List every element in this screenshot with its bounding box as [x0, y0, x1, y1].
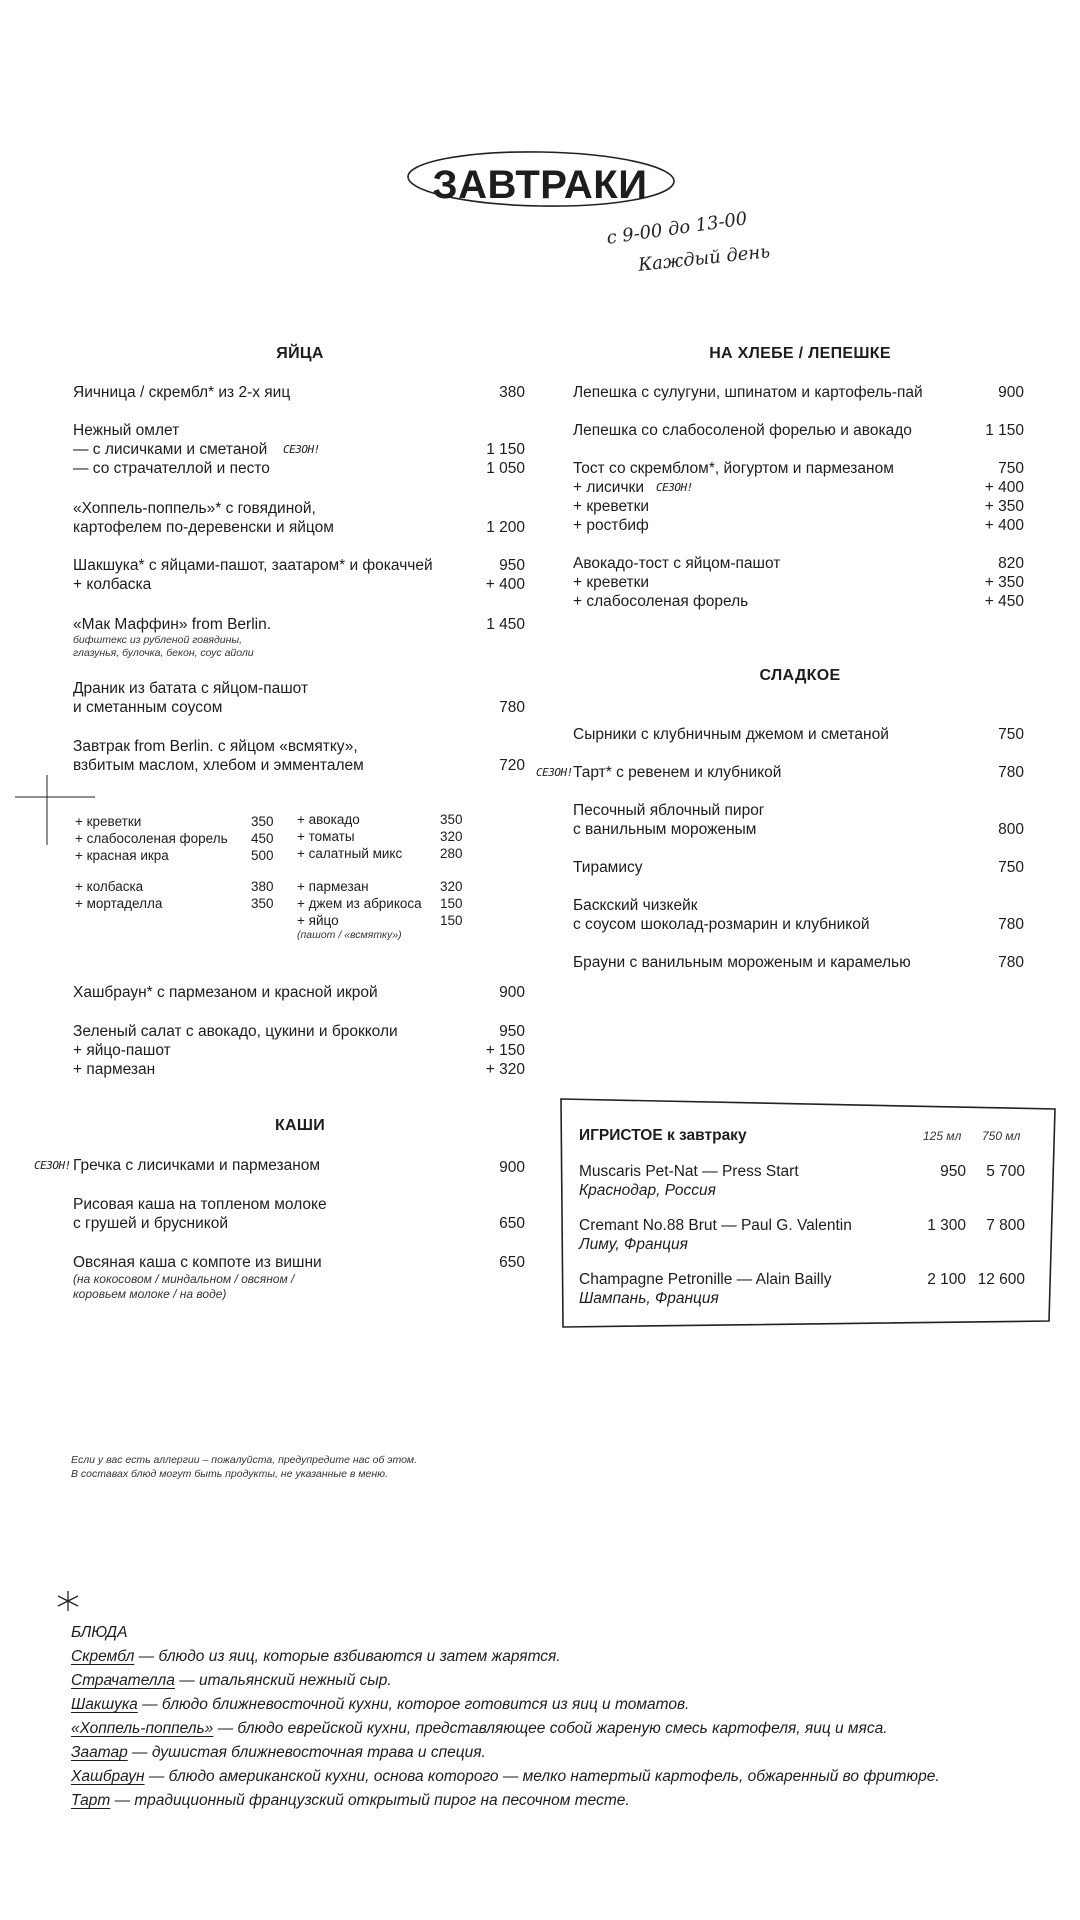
menu-item-name: Гречка с лисичками и пармезаном	[73, 1157, 321, 1174]
menu-item-name: Драник из батата с яйцом-пашот	[73, 680, 309, 697]
menu-item-price: 1 450	[486, 616, 525, 633]
wine-price-bottle: 5 700	[986, 1163, 1025, 1180]
menu-item-price: 1 200	[486, 519, 525, 536]
menu-item-name: Авокадо-тост с яйцом-пашот	[573, 555, 781, 572]
menu-item-name: Тирамису	[573, 859, 643, 876]
menu-item-price: 1 050	[486, 460, 525, 477]
wine-origin: Краснодар, Россия	[579, 1182, 716, 1199]
menu-item-name: + лисички	[573, 479, 644, 496]
wine-price-bottle: 12 600	[977, 1271, 1025, 1288]
menu-item-price: + 400	[984, 517, 1024, 534]
menu-item-description: глазунья, булочка, бекон, соус айоли	[73, 647, 254, 659]
menu-item-name: + креветки	[573, 574, 650, 591]
menu-item-name: и сметанным соусом	[73, 699, 223, 716]
addon-price: 350	[251, 896, 274, 911]
glossary-term: Заатар	[71, 1744, 128, 1761]
glossary-definition: — итальянский нежный сыр.	[174, 1672, 392, 1689]
addon-price: 150	[440, 896, 463, 911]
menu-item-name: Баскский чизкейк	[573, 897, 698, 914]
menu-item-price: 800	[998, 821, 1024, 838]
days-text: Каждый день	[637, 241, 771, 276]
glossary-entry	[71, 1789, 630, 1813]
addon-price: 500	[251, 848, 274, 863]
menu-item-name: с ванильным мороженым	[573, 821, 757, 838]
glossary-definition: — блюдо американской кухни, основа которого — мелко натертый картофель, обжаренный во фритюре.	[144, 1768, 940, 1785]
menu-item-price: 1 150	[486, 441, 525, 458]
menu-item-price: + 350	[984, 498, 1024, 515]
addon-name: + креветки	[75, 814, 142, 829]
menu-item-name: Тост со скремблом*, йогуртом и пармезаном	[573, 460, 894, 477]
glossary-term: Тарт	[71, 1792, 111, 1809]
menu-item-name: картофелем по-деревенски и яйцом	[73, 519, 334, 536]
glossary-entry	[71, 1645, 561, 1669]
addon-price: 450	[251, 831, 274, 846]
menu-item-name: взбитым маслом, хлебом и эмменталем	[73, 757, 364, 774]
menu-item-name: Тарт* с ревенем и клубникой	[573, 764, 782, 781]
wine-price-glass: 950	[940, 1163, 966, 1180]
menu-item-name: Нежный омлет	[73, 422, 180, 439]
addon-name: + джем из абрикоса	[297, 896, 422, 911]
menu-item-price: + 320	[485, 1061, 525, 1078]
menu-item-price: 900	[998, 384, 1024, 401]
allergy-note: В составах блюд могут быть продукты, не указанные в меню.	[71, 1468, 388, 1480]
menu-item-name: Брауни с ванильным мороженым и карамелью	[573, 954, 911, 971]
menu-item-name: «Мак Маффин» from Berlin.	[73, 616, 272, 633]
allergy-note: Если у вас есть аллергии – пожалуйста, предупредите нас об этом.	[71, 1454, 418, 1466]
wine-name: Cremant No.88 Brut — Paul G. Valentin	[579, 1217, 852, 1234]
menu-item-price: 900	[499, 984, 525, 1001]
menu-item-name: «Хоппель-поппель»* с говядиной,	[73, 500, 316, 517]
addon-name: + слабосоленая форель	[75, 831, 228, 846]
menu-item-name: + креветки	[573, 498, 650, 515]
glossary-term: Шакшука	[71, 1696, 138, 1713]
menu-item-price: + 450	[984, 593, 1024, 610]
menu-item-name: + слабосоленая форель	[573, 593, 749, 610]
menu-item-description: бифштекс из рубленой говядины,	[73, 634, 243, 646]
glossary-term: Страчателла	[71, 1672, 175, 1689]
season-badge: СЕЗОН!	[283, 443, 320, 456]
addon-name: + красная икра	[75, 848, 169, 863]
glossary-entry	[71, 1693, 689, 1717]
addon-name: + колбаска	[75, 879, 144, 894]
addon-price: 150	[440, 913, 463, 928]
section-title-sweet: СЛАДКОЕ	[759, 667, 841, 684]
glossary-term: Скрембл	[71, 1648, 135, 1665]
section-title-porridge: КАШИ	[274, 1117, 326, 1134]
wine-price-glass: 2 100	[927, 1271, 966, 1288]
section-title-eggs: ЯЙЦА	[276, 345, 324, 362]
glossary-term: Хашбраун	[71, 1768, 145, 1785]
menu-item-price: 650	[499, 1215, 525, 1232]
sparkling-title: ИГРИСТОЕ к завтраку	[579, 1127, 747, 1144]
menu-item-price: 900	[499, 1159, 525, 1176]
menu-item-name: Хашбраун* с пармезаном и красной икрой	[73, 984, 378, 1001]
addon-price: 350	[251, 814, 274, 829]
menu-item-price: 780	[998, 954, 1024, 971]
addon-name: + салатный микс	[297, 846, 403, 861]
menu-item-price: 650	[499, 1254, 525, 1271]
wine-origin: Лиму, Франция	[579, 1236, 688, 1253]
menu-item-name: + ростбиф	[573, 517, 649, 534]
wine-price-bottle: 7 800	[986, 1217, 1025, 1234]
glossary-entry	[71, 1741, 486, 1765]
season-badge: СЕЗОН!	[656, 481, 693, 494]
menu-item-price: + 400	[485, 576, 525, 593]
addon-name: + пармезан	[297, 879, 369, 894]
glossary-entry	[71, 1717, 888, 1741]
menu-item-price: 750	[998, 460, 1024, 477]
menu-item-name: + пармезан	[73, 1061, 156, 1078]
menu-item-price: 950	[499, 1023, 525, 1040]
menu-item-price: 380	[499, 384, 525, 401]
menu-item-name: с соусом шоколад-розмарин и клубникой	[573, 916, 870, 933]
wine-name: Champagne Petronille — Alain Bailly	[579, 1271, 832, 1288]
glossary-definition: — блюдо еврейской кухни, представляющее собой жареную смесь картофеля, яиц и мяса.	[213, 1720, 888, 1737]
menu-item-name: + яйцо-пашот	[73, 1042, 171, 1059]
column-header-125ml: 125 мл	[923, 1129, 962, 1143]
glossary-definition: — блюдо ближневосточной кухни, которое готовится из яиц и томатов.	[137, 1696, 690, 1713]
glossary-definition: — традиционный французский открытый пирог на песочном тесте.	[110, 1792, 630, 1809]
menu-item-name: Лепешка с сулугуни, шпинатом и картофель-пай	[573, 384, 923, 401]
menu-item-price: 820	[998, 555, 1024, 572]
menu-item-name: Песочный яблочный пирог	[573, 802, 765, 819]
menu-item-price: + 350	[984, 574, 1024, 591]
menu-item-price: + 400	[984, 479, 1024, 496]
season-badge: СЕЗОН!	[536, 766, 573, 779]
section-title-bread: НА ХЛЕБЕ / ЛЕПЕШКЕ	[709, 345, 891, 362]
column-header-750ml: 750 мл	[982, 1129, 1021, 1143]
menu-item-price: + 150	[485, 1042, 525, 1059]
menu-item-name: Рисовая каша на топленом молоке	[73, 1196, 327, 1213]
menu-item-name: Лепешка со слабосоленой форелью и авокадо	[573, 422, 912, 439]
addon-price: 280	[440, 846, 463, 861]
glossary-title: БЛЮДА	[71, 1624, 128, 1641]
menu-item-name: — с лисичками и сметаной	[73, 441, 268, 458]
menu-item-price: 750	[998, 726, 1024, 743]
addon-price: 350	[440, 812, 463, 827]
hours-text: с 9-00 до 13-00	[605, 208, 749, 249]
addon-name: + мортаделла	[75, 896, 163, 911]
addon-name: + томаты	[297, 829, 355, 844]
menu-item-price: 780	[499, 699, 525, 716]
menu-item-name: Овсяная каша с компоте из вишни	[73, 1254, 322, 1271]
menu-item-price: 950	[499, 557, 525, 574]
addon-name: + авокадо	[297, 812, 360, 827]
menu-item-price: 720	[499, 757, 525, 774]
addon-price: 320	[440, 829, 463, 844]
season-badge: СЕЗОН!	[34, 1159, 71, 1172]
glossary-definition: — блюдо из яиц, которые взбиваются и затем жарятся.	[134, 1648, 561, 1665]
menu-item-price: 780	[998, 916, 1024, 933]
menu-item-description: коровьем молоке / на воде)	[73, 1287, 227, 1301]
menu-item-name: Шакшука* с яйцами-пашот, заатаром* и фокаччей	[73, 557, 433, 574]
glossary-entry	[71, 1669, 392, 1693]
asterisk-icon	[56, 1590, 80, 1612]
glossary-term: «Хоппель-поппель»	[71, 1720, 214, 1737]
addon-name: + яйцо	[297, 913, 339, 928]
page-title: ЗАВТРАКИ	[432, 163, 648, 207]
addon-price: 320	[440, 879, 463, 894]
menu-item-price: 750	[998, 859, 1024, 876]
menu-item-name: Завтрак from Berlin. с яйцом «всмятку»,	[73, 738, 358, 755]
menu-item-name: с грушей и брусникой	[73, 1215, 228, 1232]
glossary-entry	[71, 1765, 940, 1789]
menu-item-price: 1 150	[985, 422, 1024, 439]
menu-item-name: Яичница / скрембл* из 2-х яиц	[73, 384, 291, 401]
addon-price: 380	[251, 879, 274, 894]
wine-origin: Шампань, Франция	[579, 1290, 719, 1307]
menu-item-name: Сырники с клубничным джемом и сметаной	[573, 726, 889, 743]
wine-name: Muscaris Pet-Nat — Press Start	[579, 1163, 799, 1180]
glossary-definition: — душистая ближневосточная трава и специя.	[127, 1744, 486, 1761]
menu-item-description: (на кокосовом / миндальном / овсяном /	[73, 1272, 295, 1286]
wine-price-glass: 1 300	[927, 1217, 966, 1234]
menu-item-name: + колбаска	[73, 576, 152, 593]
menu-item-name: — со страчателлой и песто	[73, 460, 270, 477]
menu-item-name: Зеленый салат с авокадо, цукини и брокколи	[73, 1023, 398, 1040]
menu-item-price: 780	[998, 764, 1024, 781]
egg-style-note: (пашот / «всмятку»)	[297, 929, 402, 941]
